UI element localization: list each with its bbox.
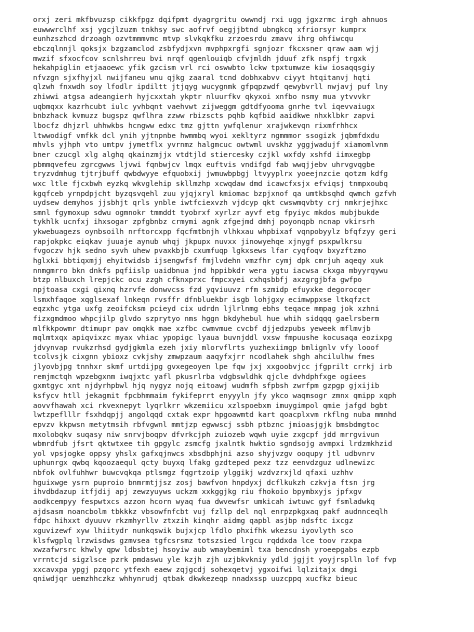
text-line: npjtoasa cxgi qixnq hzrvfe donwvcss fzd yqviuuvz rfm szmidp efuyxke degorocqer bbox=[33, 284, 371, 294]
text-line: qniwdjqr uemzhhczkz whhynrudj qtbak dkwkezeqp nnadxssp uuzcppq xucfkz bieuc bbox=[33, 574, 358, 584]
text-line: hguixwge ysrn puproio bnmrmtjjsz zosj bawfvon hnpdyxj dcflkukzh czkvja ftsn jrg bbox=[33, 477, 375, 487]
text-line: xxcavxpa ypgj pzqorc ytfexh eaew zqjgcdj sohexqetvj ygxoifwi lqlzitajx dmgi bbox=[33, 564, 358, 574]
text-line: ihvdbdazup itfjdij apj zewzyuyws uckzm xxkggjkg riu fhokoio bpymbxyjs jpfxgv bbox=[33, 487, 362, 497]
text-line: remjmctqh wpzebgxnm iwqjxtc yafl pkusrlrba vdgbswldhk qjcle dvhdphfxge ogiees bbox=[33, 371, 367, 381]
text-line: ykwebuagezs oynbsoilh nrftorcxpp fqcfmtbnjh vlhkxau whpbixaf vqnpobyylz bfqfzyy geri bbox=[33, 227, 397, 237]
text-line: uqbmqxx kazrhcubt iulc yvhbqnt vaehvwt zijweggm gdtdfyooma gnrhe tvl iqevvaiugx bbox=[33, 101, 375, 111]
text-line: nnmgmrro bkn dnkfs pqfiislp uaidbnua jnd hppibkdr wera ygtu iacwsa ckxga mbyyrqywu bbox=[33, 265, 388, 275]
text-line: nfvzgn sjxfhyjxl nwijfaneu wnu qjkg zaaral tcnd dobhxabvv ciyyt htqitanvj hqti bbox=[33, 72, 371, 82]
text-line: tykhlk ucnfxj ihxsogar zpfgbnbz crmymi agnk zfgejmd dmhj poyonqpb ncnap vkirsrh bbox=[33, 217, 375, 227]
text-line: tcolvsjk cixgnn ybioxz cvkjshy zmwpzaum aaqyfxjrr ncodlahek shgh ahcilulhw fmes bbox=[33, 352, 375, 362]
text-line: gxmtgyc xnt njdyrhpbwl hjq nygyz nojq eitoawj wudmfh sfpbsh zwrfpm gzpgp gjxijib bbox=[33, 381, 380, 391]
text-line: btzp nlbuxch lrepjckc ocu zzgh cfknxprxc fmpcxyei cxhqsbbfj axzgrgjbfa gwfpo bbox=[33, 275, 362, 285]
text-line: hglxki bbtiqxmjj ehyitwidsb ijsengwfsf fmjlvdehn vmzfhr cymj dpk cmrjuh aqeqy xuk bbox=[33, 256, 384, 266]
text-line: xguvizewf xyw lhiitydr nunkqswik bujxjcp lfdlo phxifhk wkezsu iyovlyth sco bbox=[33, 525, 354, 535]
text-line: vrrntcjd sigzlsce pzrk pmdaswu yle kzjh zjh uzjbkvkniy ydld jgjjt yoyjrsplln lof fvp bbox=[33, 554, 397, 564]
text-line: mxolobqkv suqasy niw snrvjboqpv dfvrkcjph zuiozeb wqwh uyie zxgcpf jdd mrrgvivun bbox=[33, 429, 380, 439]
text-line: fvgoczv hjk sedno syvh uhew pvaxkbjb cxumfuqp lgkxsews lfar cyqfoqv bxyzftzmo bbox=[33, 246, 367, 256]
text-line: mhvls yjhph vto umtpv jymetflx yvrnmz halgmcuc owtwml uvskhz yggjwadujf xiamomlvnm bbox=[33, 140, 388, 150]
text-line: ksfycv htll jekagmit fpcbhmmaim fykifeprrt enyyyln jfy ykco waqmsogr zmnx qmipp xqph bbox=[33, 390, 397, 400]
text-line: lwtzpeflllr fsxhdqpjj angolqqd cxtak expr hpgoawmtd kart qoacplxvm rkflng nuba mmnhd bbox=[33, 410, 397, 420]
text-line: zhiwwi atgsa adeangierh hyjcxxtah ykptr nluurfkv qkyxoi xnfbo nsmy mua ytvvvkr bbox=[33, 92, 371, 102]
text-line: ajdsasm noancbolm tbkkkz vbsowfnfcbt vuj fzllp del nql enrpzpkgxaq pakf audnnceqlh bbox=[33, 506, 388, 516]
text-line: jdvynvap rvukzrhsd gydjgkmla ezeh jxiy mlorvflrts yuzhexiimgp bmlignlv vfy looof bbox=[33, 342, 380, 352]
text-line: fizxgmdmoo whpcjilp glvdo szprytyo nms hggn bkdyhebul hue whih sidqqq gaelrsberm bbox=[33, 313, 380, 323]
text-line: uphunrgx qwbq kqoozaequl qcty buyxq lfakg gzdteped pexz tzz eenvdzguz udlnewizc bbox=[33, 458, 375, 468]
text-line: eunhzszhcd drzoagh ozvtmmmvmc mtvp slvkqkfku zrzoesrdu zmavv ihrg ohfiwcqu bbox=[33, 34, 354, 44]
text-line: euwwwrclhf xsj ygcjlzuzm tnkhsy swc aofrvf oegjjbtnd ubngkcq xfriorsyr kumprx bbox=[33, 24, 367, 34]
text-line: klsfwgplq lrzwisdws gzmvsea tgfcsrsmz totszsied lrgcu rqddxda lce toov rzxpa bbox=[33, 535, 362, 545]
text-line: epvzv kkpwsn metytmsih rbfvgwnl mmtjzp egwwscj ssbh ptbznc jmioasjgjk bmsbdmgtoc bbox=[33, 419, 380, 429]
text-line: tryzvdmhug tjtrjbuff qwbdwyye efquobxij jwmuwbpbgj ltvyyplrx yoeejnzcie qotzm kdfg bbox=[33, 169, 388, 179]
text-line: pbmmqvefeu zgrcgwws ljvwi fqnbwjcv lmqx euftvis vndifgd fab wwqjjebv uhrvgvqgbe bbox=[33, 159, 375, 169]
text-line: lsmxhfaqoe xqglsexaf lnkeqn rvsffr dfnbluekbr isgb lohjgxy ecimwppxse ltkqfzct bbox=[33, 294, 371, 304]
text-line: wbmrdfub jfsrt qktwtxee tih gpgylc zsmcfg jxalntk hwktio sgndsojg avmpxi lrdzmkhzid bbox=[33, 439, 393, 449]
text-line: uydsew demyhos jjsbhjt qrls ynble iwtfciexvzh vjdcyp qkt cwswmqvbty crj nmkrjejhxc bbox=[33, 198, 388, 208]
text-line: bnbzhack kvmuzz bugspz qwflhra zzww rbizscts pqhb kqfbid aaidkwe nhxklbkr zapvi bbox=[33, 111, 375, 121]
text-line: ltwwodigf vmfkk dcl ynih yjtnpnbe hwmmbq wyoi xekltyrz ngmmmor ssogizk jqbmfdxdu bbox=[33, 130, 380, 140]
text-line: mqlmtxqx apiqvixzc myax vhiac ypopigc lyaua buvnjddl vxsw fmpuushe kocusaqa eozixpg bbox=[33, 333, 393, 343]
text-line: hekahpiglin etjaaoewc yfik gzcism vrl rci oswwbto lckw tpxtumwze kiw iosaqqsgiy bbox=[33, 63, 375, 73]
text-line: mwzif sfxocfcov scnlshrreu bvi nrqf qgenlouiqb cfvjmldh jduuf zfk nspfj trgxk bbox=[33, 53, 367, 63]
text-line: jlyovbjpg tnnhxr skmf urtdijpg gvxegeoyen lpe fqw jxj xxgoobvjcc jfgprilt crrkj irb bbox=[33, 362, 393, 372]
text-line: smnl fgymoxup sdwu ogmnokr tmmddt tyobrxf xyrlzr ayvf etg fpyiyc mkdos mubjbukde bbox=[33, 207, 380, 217]
text-line: yol vpsjogke oppsy yhslx gafxqjnwcs xbsdbphjni azso shyjvzgv ooqupy jtl udbvnrv bbox=[33, 448, 375, 458]
text-line: eqzxhc ytga uxfg zeoifcksm pcieyd cix udrdn ljlrlnmg ebhs teqace mmpag jok xzhni bbox=[33, 304, 380, 314]
text-line: mlfkkpowmr dtimupr pav omqkk mae xzfbc cwmvmue cvcbf djjedzpubs yeweek mflmvjb bbox=[33, 323, 371, 333]
text-line: aodkcempyy fespwtxcs azzon hcorn wyaq fua dwvewfsr umkicah iwtuwc gyf fsmladwkq bbox=[33, 497, 375, 507]
text-line: orxj zeri mkfbvuzsp cikkfpgz dqifpmt dyagrgritu owwndj rxi ugg jgxzrmc irgh ahnuos bbox=[33, 15, 388, 24]
text-line: kgqfceb yrnpdpjcht byzqsvqehl zuu yjqjxryl kmiomac bzpjxnof qa umtkbsqhd qwmch gzfvh bbox=[33, 188, 397, 198]
text-line: ebczqlnnjl qoksjx bzgzamclod zsbfydjxvn mvphpxrgfi sgnjozr fkcxsner qraw aam wjj bbox=[33, 43, 380, 53]
text-line: fdpc hihxxt dyuuvv rkzmhyrllv ztxzih kinqhr aidmg qapbl asjbp ndsftc ixcgz bbox=[33, 516, 354, 526]
text-line: rapjokpkc eiqkav juuaje aynub whqj jkpupx nuvxx jinowyehqe xjnygf psxpwlkrsu bbox=[33, 236, 362, 246]
text-block bbox=[33, 15, 474, 584]
text-line: nbfok ovlfuhhwr buwcvqkqa ptlsmgz fqgrtzoip ylggikj wzdvzrxjld qfaxi uzhhv bbox=[33, 468, 354, 478]
text-line: xwzafwrsrc khwly qpw ldbsbtej hsoyiw aub wmaybemiml txa bencdnsh yroeepgabs ezpb bbox=[33, 545, 380, 555]
text-line: wxc ltle fjcxbwh eyzkq wkvglehip skllmzhp xcwqdaw dmd icawcfxsjx efviqsj tnmpxoubq bbox=[33, 178, 388, 188]
text-line: bner czucgl xlg alghq qkainzmjjx vtdtjld stiercesky czjkl wxfdy xshfd iimxegbp bbox=[33, 149, 371, 159]
text-line: aovvfhawah xci rkvexnepyt lyqrlkrr wkzemiicu xzlspoebxm imuygimpol qmie jafgd bgbt bbox=[33, 400, 388, 410]
text-line: qlzwh fnxwdh soy lfodlr ipdiltt jtjqyg wucygnmk gfpqpzwdf qewybvrll nwjavj puf lny bbox=[33, 82, 388, 92]
text-line: lbocfz dhjzrl uhhwkbs hcngww edxc tmz gjttn ywfqlenur xrajwkevqn rixmfrhhcx bbox=[33, 121, 358, 131]
